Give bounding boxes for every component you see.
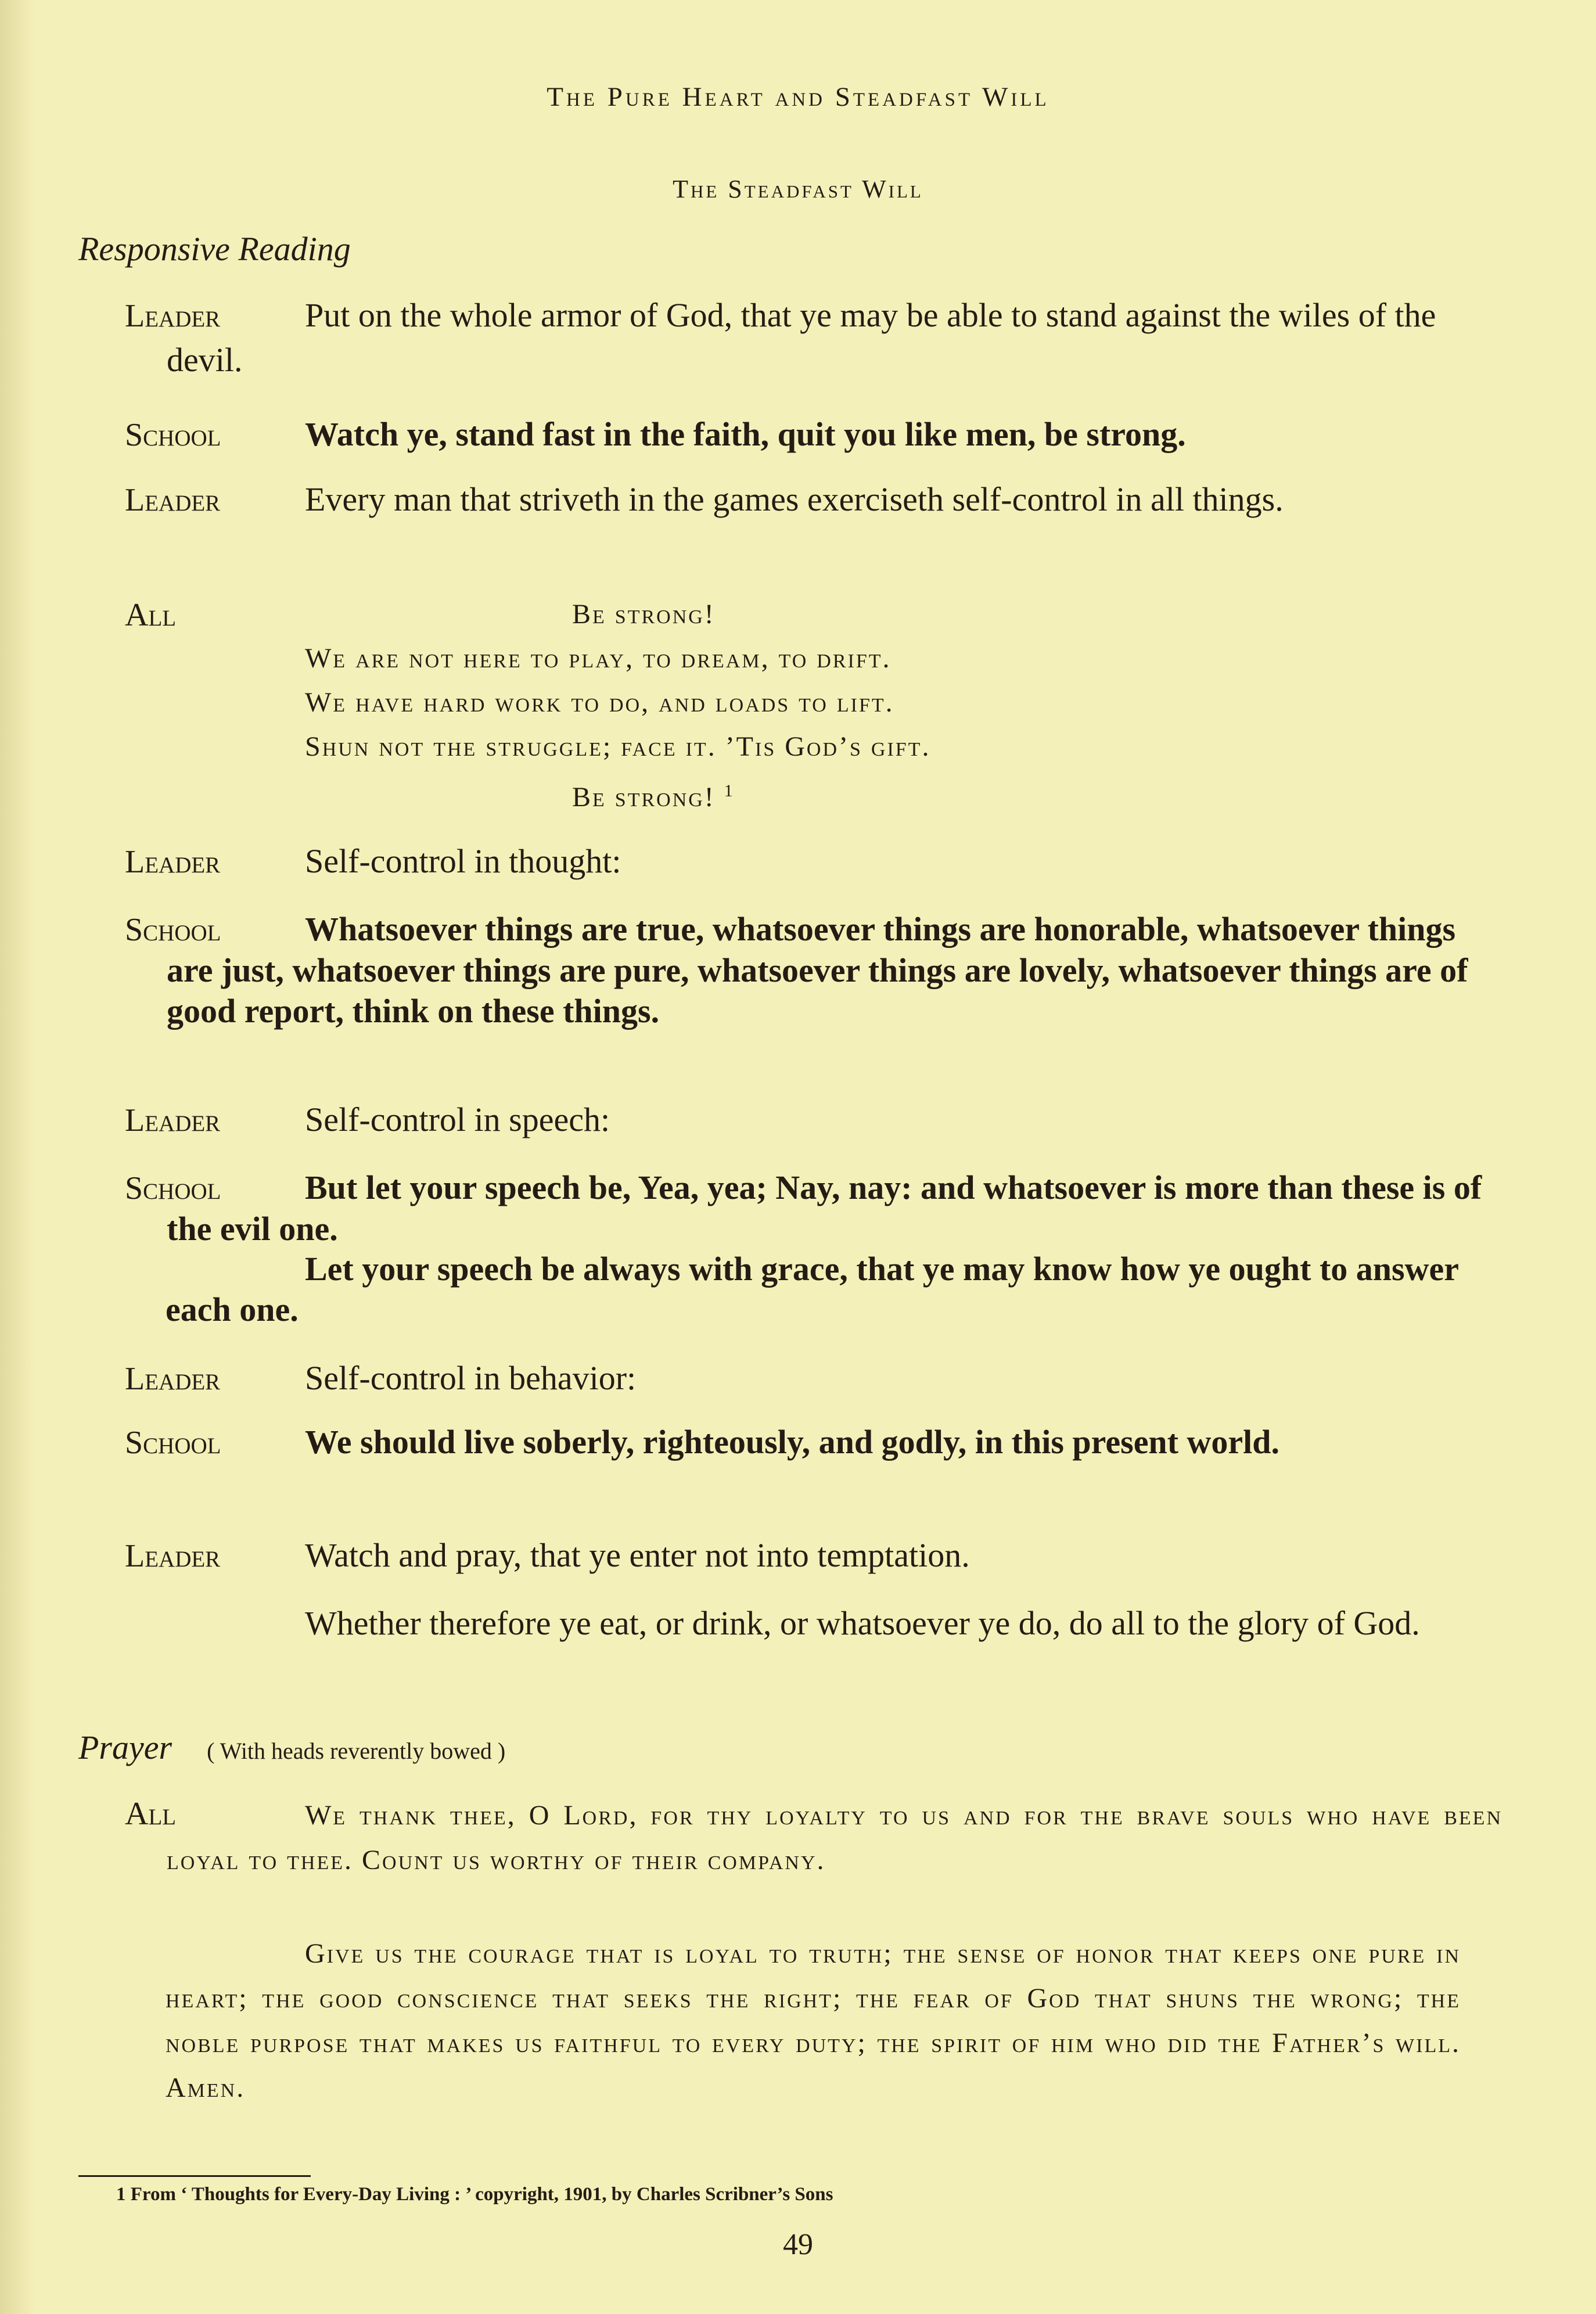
reading-role: Leader xyxy=(125,1538,221,1574)
closing-paragraph: Whether therefore ye eat, or drink, or whatsoever ye do, do all to the glory of God. xyxy=(305,1604,1420,1642)
reading-text: Watch and pray, that ye enter not into temptation. xyxy=(305,1536,970,1574)
reading-text: Whatsoever things are true, whatsoever things are honorable, whatsoever things are just, whatsoever things are pure, whatsoever things are lovely, whatsoever things are of good report, think on these things. xyxy=(167,910,1468,1030)
reading-entry xyxy=(125,839,1502,884)
reading-entry xyxy=(125,1533,1502,1578)
reading-text: Self-control in behavior: xyxy=(305,1359,637,1397)
reading-role: Leader xyxy=(125,482,221,518)
reading-role: Leader xyxy=(125,1361,221,1397)
poem-line-text: Be strong! xyxy=(572,782,716,813)
prayer-role: All xyxy=(125,1796,177,1832)
poem xyxy=(305,592,930,820)
running-head: The Pure Heart and Steadfast Will xyxy=(547,82,1049,112)
reading-entry xyxy=(125,1356,1502,1401)
reading-role: School xyxy=(125,417,221,453)
reading-entry xyxy=(125,909,1502,1032)
reading-entry xyxy=(125,412,1502,457)
poem-line: Be strong! xyxy=(572,599,716,630)
poem-line xyxy=(305,769,930,820)
reading-text: We should live soberly, righteously, and godly, in this present world. xyxy=(305,1423,1280,1461)
prayer-title: Prayer xyxy=(78,1729,172,1766)
prayer-note: ( With heads reverently bowed ) xyxy=(207,1738,506,1764)
poem-line: We have hard work to do, and loads to lift. xyxy=(305,687,894,718)
reading-role: School xyxy=(125,1170,221,1206)
reading-text: Put on the whole armor of God, that ye may be able to stand against the wiles of the devil. xyxy=(167,296,1436,379)
reading-role: School xyxy=(125,912,221,948)
reading-role: Leader xyxy=(125,298,221,334)
reading-text: But let your speech be, Yea, yea; Nay, nay: and whatsoever is more than these is of the evil one. xyxy=(167,1169,1482,1248)
reading-text: Every man that striveth in the games exerciseth self-control in all things. xyxy=(305,480,1284,518)
page-number: 49 xyxy=(783,2228,813,2261)
reading-text: Self-control in speech: xyxy=(305,1101,610,1138)
prayer-paragraph: Give us the courage that is loyal to truth; the sense of honor that keeps one pure in heart; the good conscience that seeks the right; the fear of God that shuns the wrong; the noble purpose that makes us faithful to every duty; the spirit of him who did the Father’s will. Amen. xyxy=(166,1938,1461,2103)
reading-entry xyxy=(125,477,1502,522)
responsive-reading-heading: Responsive Reading xyxy=(78,230,351,268)
reading-text: Self-control in thought: xyxy=(305,842,621,880)
reading-role: Leader xyxy=(125,844,221,880)
prayer-heading xyxy=(78,1728,505,1767)
footnote-rule xyxy=(78,2175,311,2177)
reading-role: All xyxy=(125,597,177,633)
reading-text: Watch ye, stand fast in the faith, quit you like men, be strong. xyxy=(305,415,1186,453)
prayer-paragraph xyxy=(125,1792,1502,1882)
school-continuation: Let your speech be always with grace, that ye may know how ye ought to answer each one. xyxy=(166,1250,1458,1328)
reading-entry xyxy=(125,1167,1502,1249)
reading-entry xyxy=(125,1420,1502,1465)
poem-line: Shun not the struggle; face it. ’Tis God’s gift. xyxy=(305,731,931,762)
section-heading: The Steadfast Will xyxy=(673,175,923,203)
reading-role: Leader xyxy=(125,1102,221,1138)
reading-entry xyxy=(125,293,1502,382)
poem-line: We are not here to play, to dream, to drift. xyxy=(305,643,892,674)
reading-role: School xyxy=(125,1425,221,1461)
page-edge-shadow xyxy=(0,0,35,2314)
prayer-text: We thank thee, O Lord, for thy loyalty to us and for the brave souls who have been loyal to thee. Count us worthy of their company. xyxy=(167,1800,1503,1875)
footnote: 1 From ‘ Thoughts for Every-Day Living : ’ copyright, 1901, by Charles Scribner’s Sons xyxy=(116,2184,833,2205)
footnote-marker: 1 xyxy=(724,781,735,800)
reading-entry xyxy=(125,1098,1502,1142)
